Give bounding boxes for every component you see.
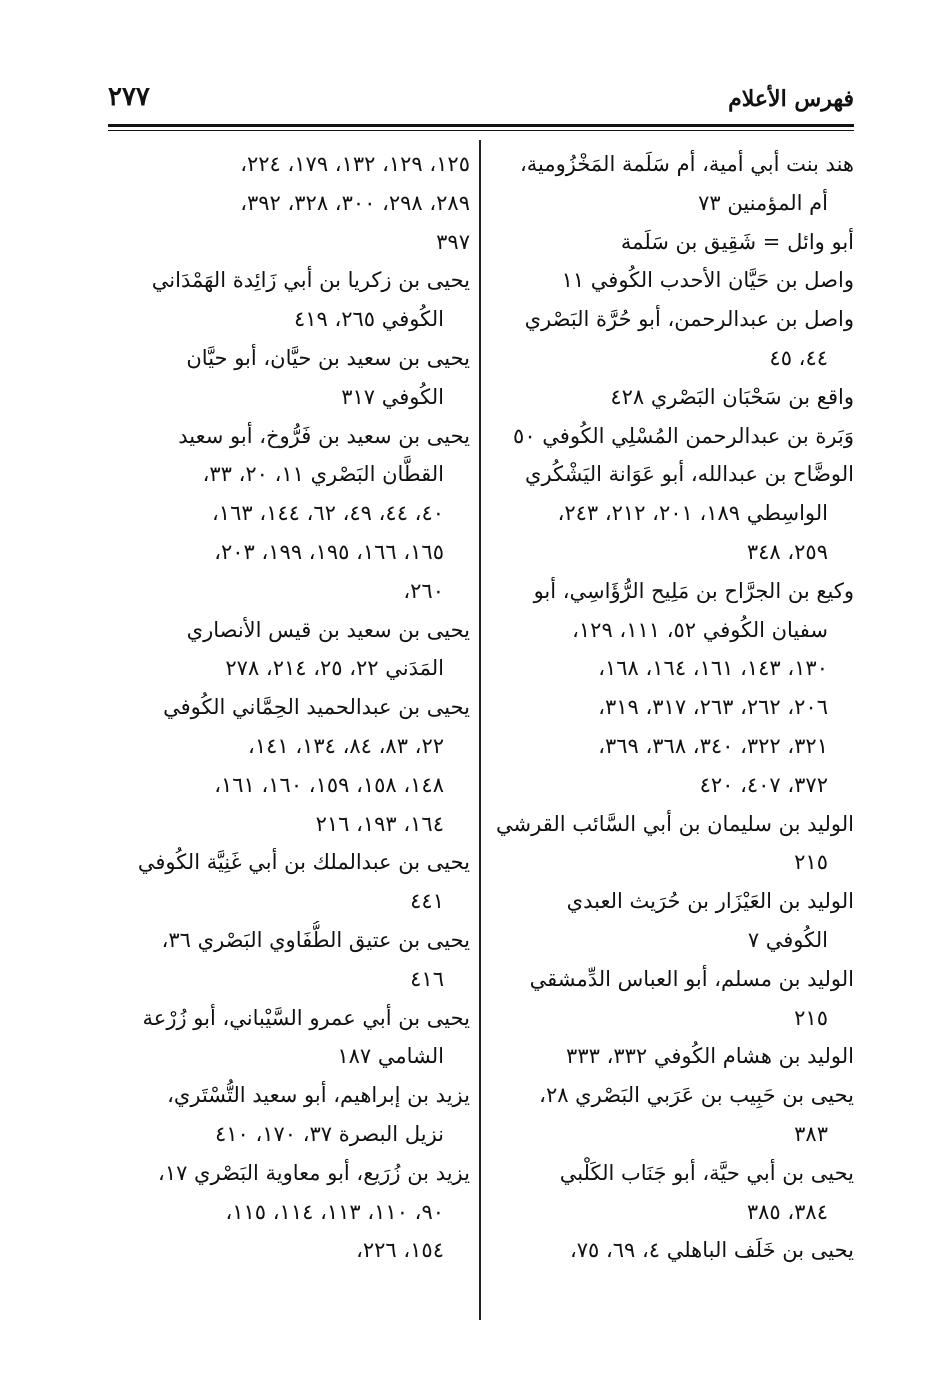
index-line: ٣٧٢، ٤٠٧، ٤٢٠ [699, 772, 828, 797]
header-rule-thick [108, 124, 854, 127]
index-line: يحيى بن سعيد بن قيس الأنصاري [186, 617, 470, 642]
index-line: ١٤٨، ١٥٨، ١٥٩، ١٦٠، ١٦١، [214, 772, 444, 797]
index-line: ٢١٥ [794, 1005, 828, 1030]
index-line: ٣٩٧ [436, 229, 470, 254]
index-line: ٤٤١ [410, 889, 444, 914]
index-line: واصل بن عبدالرحمن، أبو حُرَّة البَصْري [524, 307, 854, 332]
page-number: ٢٧٧ [108, 82, 150, 112]
column-divider [479, 140, 481, 1320]
index-line: ٤١٦ [410, 966, 444, 991]
index-line: أم المؤمنين ٧٣ [698, 190, 828, 215]
index-line: ٢٥٩، ٣٤٨ [746, 539, 828, 564]
index-line: يحيى بن أبي عمرو السَّيْباني، أبو زُرْعة [142, 1005, 470, 1030]
index-line: ١٦٥، ١٦٦، ١٩٥، ١٩٩، ٢٠٣، [214, 539, 444, 564]
index-line: الوليد بن هشام الكُوفي ٣٣٢، ٣٣٣ [566, 1044, 854, 1069]
index-line: سفيان الكُوفي ٥٢، ١١١، ١٢٩، [572, 617, 828, 642]
index-line: الكُوفي ٢٦٥، ٤١٩ [293, 307, 444, 332]
index-line: وَبَرة بن عبدالرحمن المُسْلِي الكُوفي ٥٠ [513, 423, 854, 448]
index-line: أبو وائل = شَقِيق بن سَلَمة [620, 229, 854, 254]
index-line: ٤٤، ٤٥ [769, 345, 828, 370]
page-title: فهرس الأعلام [728, 86, 854, 112]
index-line: القطَّان البَصْري ١١، ٢٠، ٣٣، [202, 462, 444, 487]
index-line: الوضَّاح بن عبدالله، أبو عَوَانة اليَشْكُري [525, 462, 854, 487]
index-line: ٩٠، ١١٠، ١١٣، ١١٤، ١١٥، [225, 1199, 444, 1224]
index-line: وكيع بن الجرَّاح بن مَلِيح الرُّؤَاسِي، أبو [533, 578, 854, 603]
index-line: ١٢٥، ١٢٩، ١٣٢، ١٧٩، ٢٢٤، [240, 152, 470, 176]
index-line: يزيد بن إبراهيم، أبو سعيد التُّسْتَري، [167, 1083, 470, 1108]
index-line: ٣٨٣ [794, 1121, 828, 1146]
index-line: الوليد بن سليمان بن أبي السَّائب القرشي [496, 811, 854, 836]
index-line: ٢١٥ [794, 850, 828, 875]
header-rule-thin [108, 130, 854, 131]
index-line: يحيى بن خَلَف الباهلي ٤، ٦٩، ٧٥، [569, 1238, 854, 1263]
index-line: ٣٨٤، ٣٨٥ [746, 1199, 828, 1224]
index-line: ٣٢١، ٣٢٢، ٣٤٠، ٣٦٨، ٣٦٩، [598, 733, 828, 758]
index-line: ٢٠٦، ٢٦٢، ٢٦٣، ٣١٧، ٣١٩، [598, 695, 828, 720]
index-line: الشامي ١٨٧ [337, 1044, 444, 1069]
index-line: نزيل البصرة ٣٧، ١٧٠، ٤١٠ [214, 1121, 444, 1146]
index-line: واصل بن حَيَّان الأحدب الكُوفي ١١ [561, 268, 854, 293]
index-line: يحيى بن زكريا بن أبي زَائِدة الهَمْدَاني [151, 268, 470, 293]
index-line: ١٦٤، ١٩٣، ٢١٦ [315, 811, 444, 836]
index-line: واقع بن سَحْبَان البَصْري ٤٢٨ [610, 384, 854, 409]
page-header [108, 76, 854, 120]
index-line: يحيى بن أبي حيَّة، أبو جَنَاب الكَلْبي [559, 1160, 854, 1185]
index-line: يزيد بن زُرَيع، أبو معاوية البَصْري ١٧، [158, 1160, 470, 1185]
index-line: الكُوفي ٣١٧ [341, 384, 444, 409]
index-line: هند بنت أبي أمية، أم سَلَمة المَخْزُومية، [520, 152, 854, 176]
index-line: ٤٠، ٤٤، ٤٩، ٦٢، ١٤٤، ١٦٣، [212, 501, 444, 526]
index-line: المَدَني ٢٢، ٢٥، ٢١٤، ٢٧٨ [225, 656, 444, 681]
index-line: يحيى بن عبدالملك بن أبي غَنِيَّة الكُوفي [137, 850, 470, 875]
index-line: الوليد بن مسلم، أبو العباس الدِّمشقي [529, 966, 854, 991]
index-line: الوليد بن العَيْزَار بن حُرَيث العبدي [566, 889, 854, 914]
index-line: الواسِطي ١٨٩، ٢٠١، ٢١٢، ٢٤٣، [557, 501, 828, 526]
left-column [108, 145, 470, 1270]
index-line: يحيى بن عتيق الطُّفَاوي البَصْري ٣٦، [161, 927, 470, 952]
index-line: ١٥٤، ٢٢٦، [356, 1238, 444, 1263]
right-column [496, 145, 854, 1270]
index-line: ٢٢، ٨٣، ٨٤، ١٣٤، ١٤١، [248, 733, 444, 758]
index-line: يحيى بن عبدالحميد الحِمَّاني الكُوفي [163, 695, 470, 720]
index-line: ٢٦٠، [403, 578, 444, 603]
index-line: يحيى بن سعيد بن حيَّان، أبو حيَّان [186, 345, 470, 370]
index-line: ٢٨٩، ٢٩٨، ٣٠٠، ٣٢٨، ٣٩٢، [240, 190, 470, 215]
index-line: يحيى بن سعيد بن فَرُّوخ، أبو سعيد [178, 423, 470, 448]
index-line: الكُوفي ٧ [747, 927, 828, 952]
index-line: ١٣٠، ١٤٣، ١٦١، ١٦٤، ١٦٨، [598, 656, 828, 681]
index-line: يحيى بن حَبِيب بن عَرَبي البَصْري ٢٨، [539, 1083, 854, 1108]
